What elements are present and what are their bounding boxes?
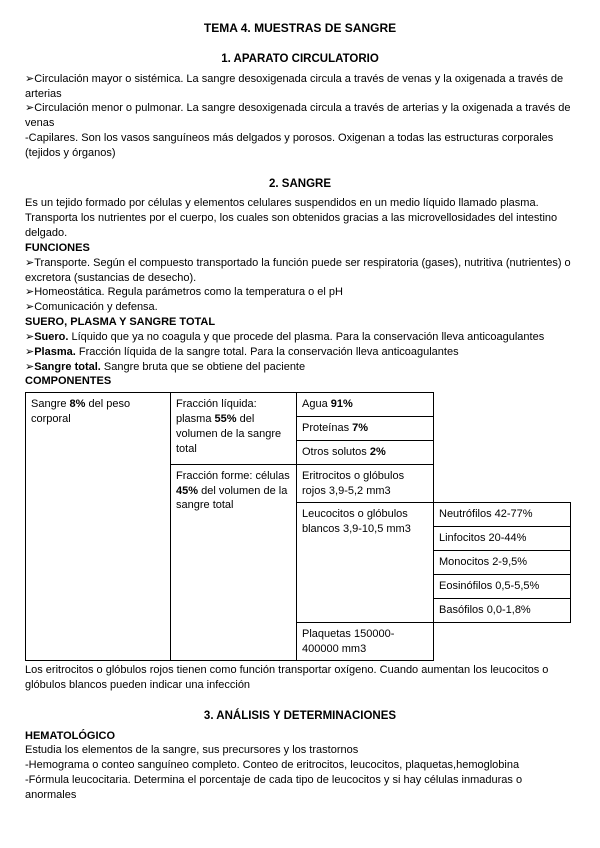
cell-text: Fracción líquida: plasma	[176, 398, 257, 426]
section3-item-formula-leucocitaria: -Fórmula leucocitaria. Determina el porcentaje de cada tipo de leucocitos y si hay células inmaduras o anormales	[25, 774, 523, 801]
table-note: Los eritrocitos o glóbulos rojos tienen como función transportar oxígeno. Cuando aumentan los leucocitos o glóbulos blancos pueden indicar una infección	[25, 664, 549, 692]
cell-bold-value: 7%	[352, 422, 369, 435]
bullet-plasma	[25, 345, 575, 360]
funciones-bullet-homeostatica: ➢Homeostática. Regula parámetros como la temperatura o el pH	[25, 286, 343, 299]
section1-heading: 1. APARATO CIRCULATORIO	[221, 53, 379, 66]
section3-heading: 3. ANÁLISIS Y DETERMINACIONES	[203, 710, 397, 723]
cell-bold-value: 8%	[69, 398, 86, 411]
suero-plasma-heading: SUERO, PLASMA Y SANGRE TOTAL	[25, 316, 216, 329]
table-row	[26, 393, 571, 417]
document-title: TEMA 4. MUESTRAS DE SANGRE	[203, 21, 397, 35]
cell-bold-value: 2%	[369, 445, 386, 458]
bullet-suero-text: Líquido que ya no coagula y que procede del plasma. Para la conservación lleva anticoagulantes	[68, 330, 545, 343]
bullet-suero-lead: ➢Suero.	[25, 330, 69, 343]
section3-item-hemograma: -Hemograma o conteo sanguíneo completo. Conteo de eritrocitos, leucocitos, plaquetas,hemoglobina	[25, 759, 520, 772]
section1-item-capilares: -Capilares. Son los vasos sanguíneos más delgados y porosos. Oxigenan a todas las estructuras corporales (tejidos y órganos)	[25, 132, 554, 159]
bullet-plasma-lead: ➢Plasma.	[25, 345, 76, 358]
section2-heading: 2. SANGRE	[269, 177, 331, 190]
table-cell-proteinas	[297, 417, 434, 441]
table-cell-linfocitos: Linfocitos 20-44%	[434, 527, 571, 551]
cell-bold-value: 45%	[176, 484, 199, 497]
table-cell-plaquetas: Plaquetas 150000-400000 mm3	[297, 622, 434, 661]
componentes-heading: COMPONENTES	[25, 375, 112, 388]
cell-text: Fracción forme: células	[176, 469, 290, 482]
cell-bold-value: 91%	[330, 398, 353, 411]
table-cell-leucocitos: Leucocitos o glóbulos blancos 3,9-10,5 mm3	[297, 503, 434, 622]
componentes-table	[25, 392, 571, 661]
cell-text: Sangre	[31, 398, 70, 411]
section2-intro-line1: Es un tejido formado por células y elementos celulares suspendidos en un medio líquido llamado plasma.	[25, 197, 539, 210]
section1-bullet-circulacion-menor: ➢Circulación menor o pulmonar. La sangre desoxigenada circula a través de arterias y la oxigenada a través de venas	[25, 102, 571, 130]
funciones-bullet-transporte: ➢Transporte. Según el compuesto transportado la función puede ser respiratoria (gases), nutritiva (nutrientes) o excretora (sustancias de desecho).	[25, 256, 571, 284]
table-cell-agua	[297, 393, 434, 417]
cell-text: Proteínas	[302, 422, 353, 435]
bullet-suero	[25, 330, 575, 345]
cell-text: Otros solutos	[302, 445, 370, 458]
bullet-sangre-total-lead: ➢Sangre total.	[25, 360, 101, 373]
bullet-plasma-text: Fracción líquida de la sangre total. Para la conservación lleva anticoagulantes	[75, 345, 459, 358]
cell-text: del volumen de la sangre total	[176, 413, 282, 455]
bullet-sangre-total	[25, 360, 575, 375]
table-cell-neutrofilos: Neutrófilos 42-77%	[434, 503, 571, 527]
table-cell-fraccion-forme	[171, 464, 297, 661]
table-cell-eosinofilos: Eosinófilos 0,5-5,5%	[434, 575, 571, 599]
table-cell-eritrocitos: Eritrocitos o glóbulos rojos 3,9-5,2 mm3	[297, 464, 434, 503]
cell-text: Agua	[302, 398, 331, 411]
funciones-heading: FUNCIONES	[25, 241, 90, 254]
funciones-bullet-comunicacion: ➢Comunicación y defensa.	[25, 301, 158, 314]
table-cell-basofilos: Basófilos 0,0-1,8%	[434, 598, 571, 622]
section3-intro: Estudia los elementos de la sangre, sus precursores y los trastornos	[25, 744, 359, 757]
bullet-sangre-total-text: Sangre bruta que se obtiene del paciente	[100, 360, 306, 373]
cell-text: del volumen de la sangre total	[176, 484, 288, 512]
hematologico-heading: HEMATOLÓGICO	[25, 729, 116, 742]
cell-text: del peso corporal	[31, 398, 131, 426]
cell-bold-value: 55%	[214, 413, 237, 426]
section2-intro-line2: Transporta los nutrientes por el cuerpo, los cuales son obtenidos gracias a las microvellosidades del intestino delgado.	[25, 212, 558, 239]
table-cell-fraccion-liquida	[171, 393, 297, 465]
table-cell-sangre-peso	[26, 393, 171, 661]
table-cell-otros-solutos	[297, 440, 434, 464]
table-cell-monocitos: Monocitos 2-9,5%	[434, 551, 571, 575]
section1-bullet-circulacion-mayor: ➢Circulación mayor o sistémica. La sangre desoxigenada circula a través de venas y la oxigenada a través de arterias	[25, 72, 564, 100]
